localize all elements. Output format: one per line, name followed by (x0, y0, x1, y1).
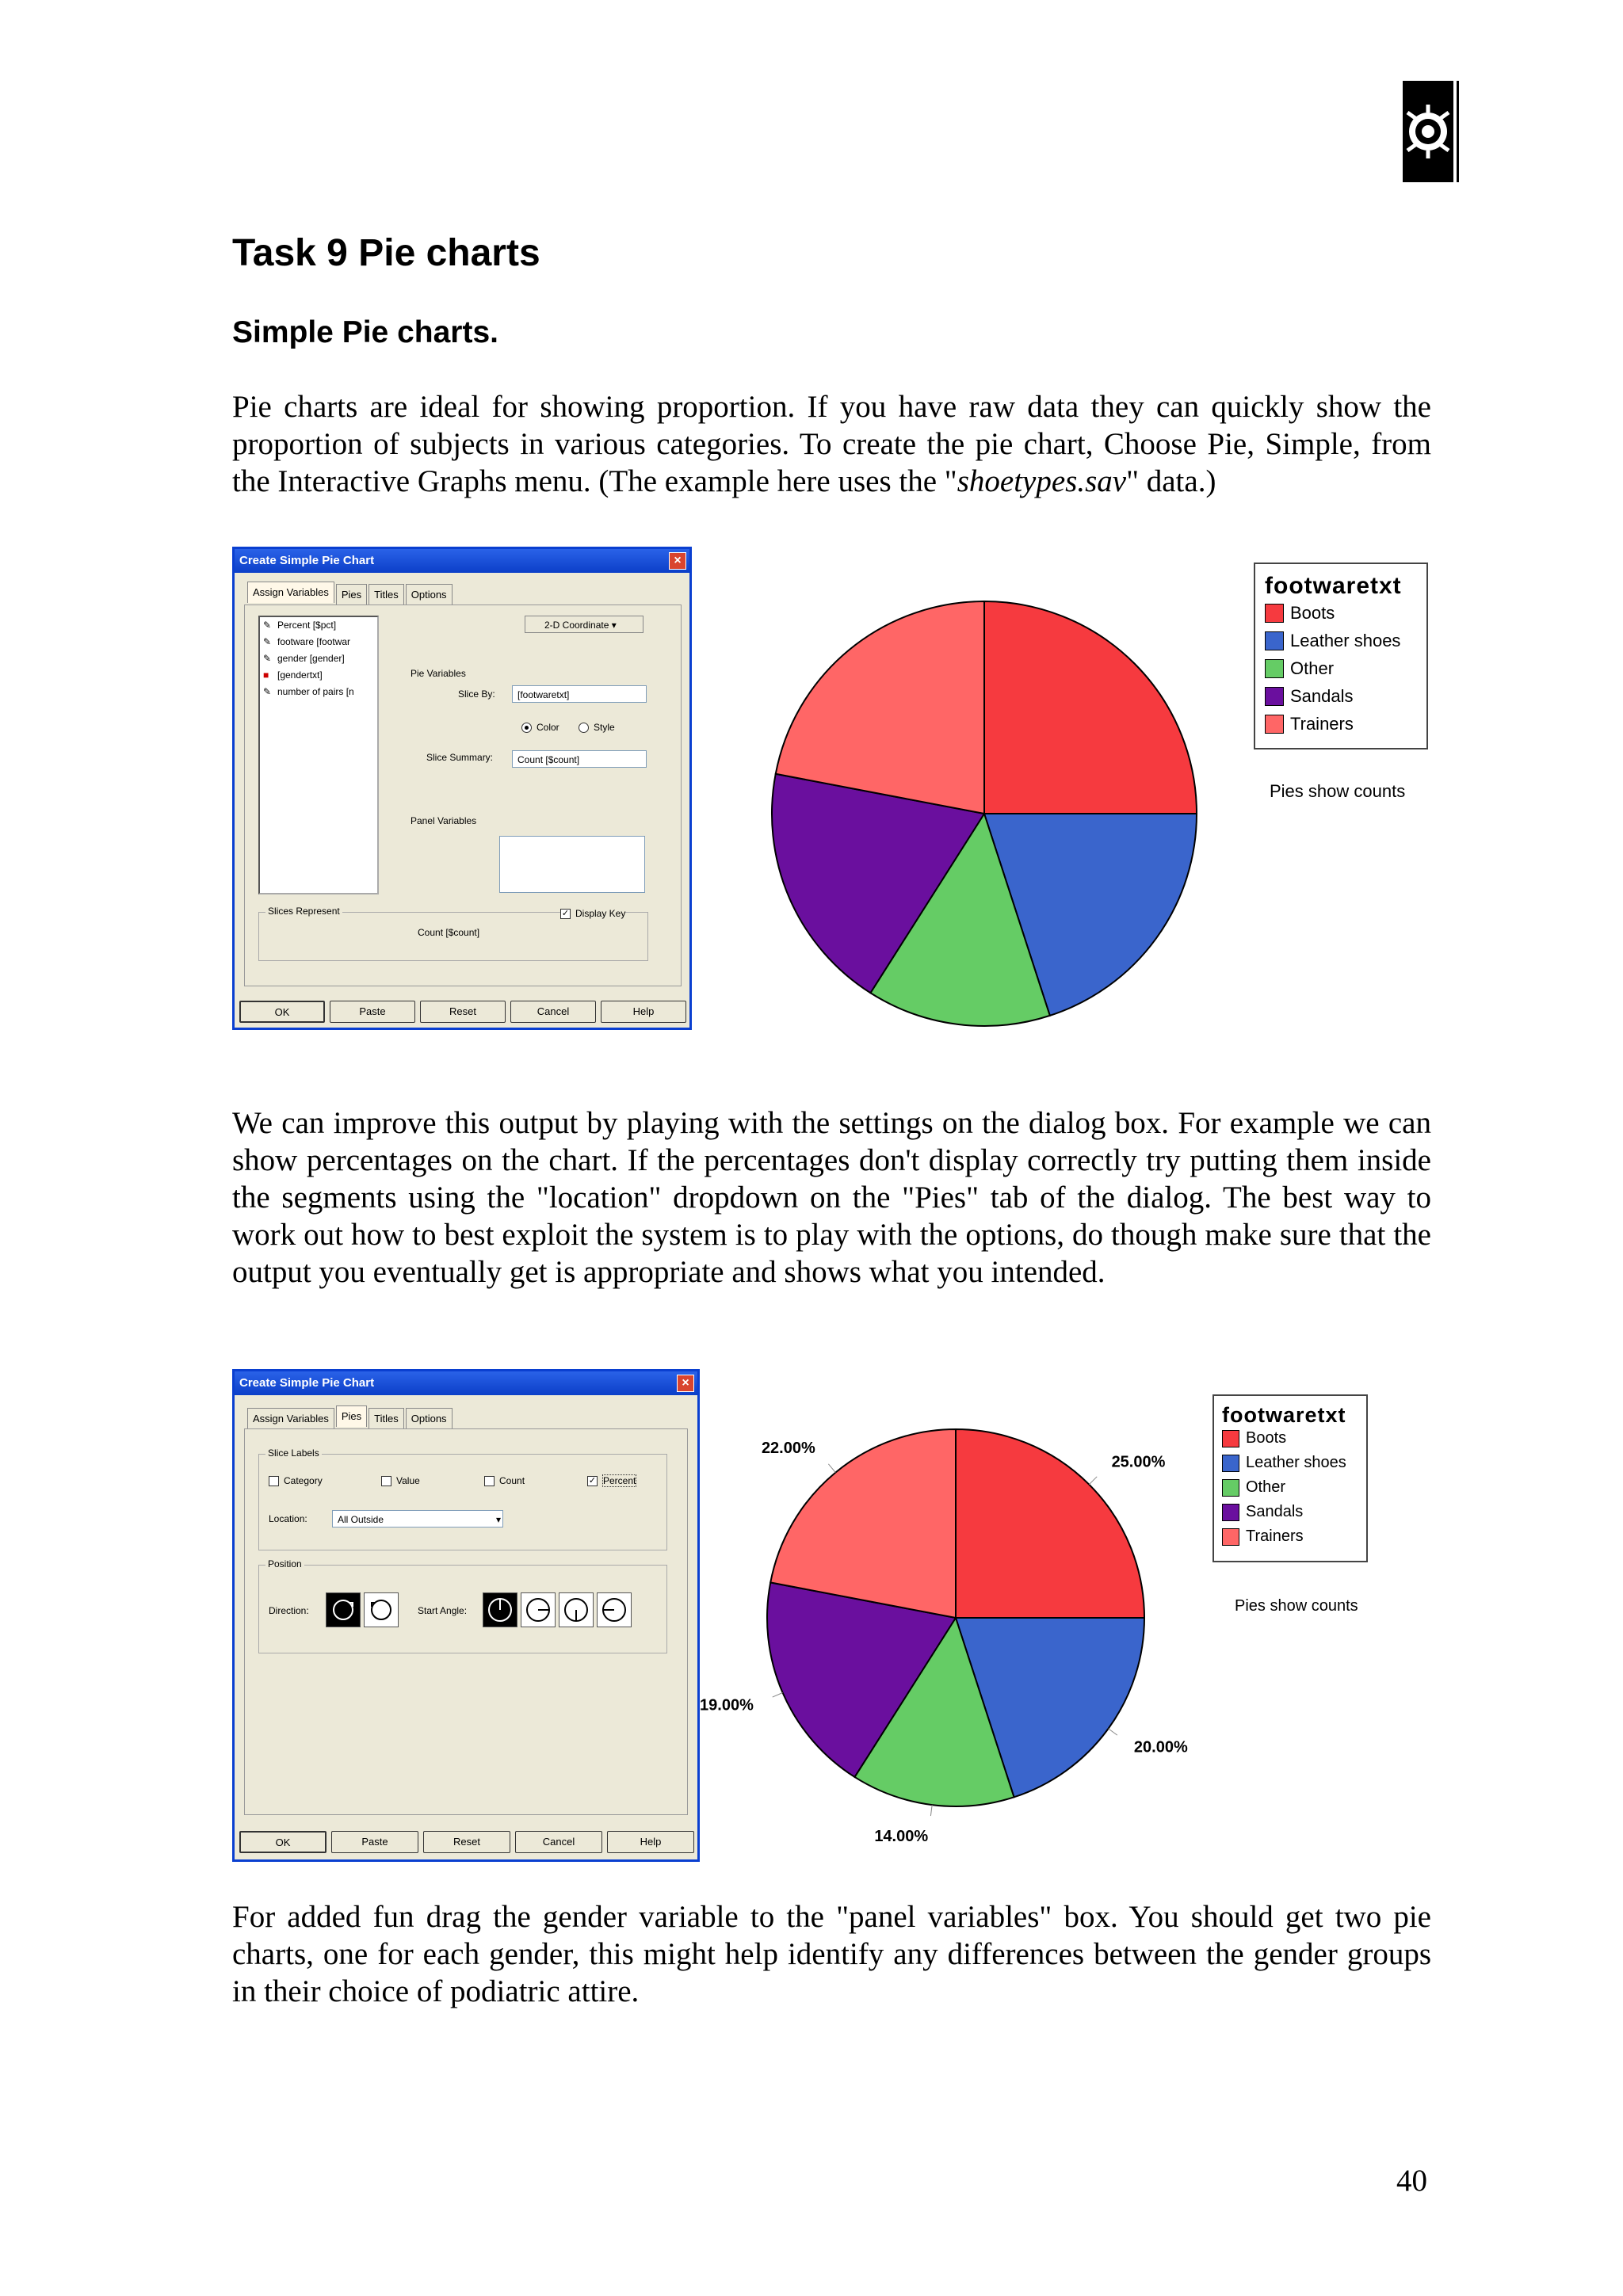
tab-assign-variables[interactable]: Assign Variables (247, 1408, 334, 1429)
count-checkbox[interactable] (484, 1475, 525, 1486)
percent-checkbox[interactable] (587, 1475, 636, 1486)
slice-summary-label: Slice Summary: (426, 752, 494, 763)
legend-item (1265, 654, 1417, 682)
chart-legend-2 (1212, 1394, 1368, 1562)
pie-slice-boots (984, 601, 1197, 814)
legend-label: Boots (1246, 1429, 1287, 1447)
list-item-label: gender [gender] (277, 653, 345, 664)
slice-labels-label: Slice Labels (265, 1447, 322, 1459)
label-leader-line (1089, 1477, 1097, 1485)
legend-label: Other (1246, 1478, 1286, 1496)
color-label: Color (537, 722, 559, 733)
legend-label: Other (1290, 658, 1335, 678)
tab-assign-variables[interactable]: Assign Variables (247, 582, 334, 603)
checkbox-icon (269, 1476, 279, 1486)
label-leader-line (930, 1805, 932, 1816)
start-angle-9-button[interactable] (597, 1592, 632, 1627)
help-button[interactable]: Help (601, 1001, 686, 1023)
tab-options[interactable]: Options (406, 584, 453, 605)
list-item-label: Percent [$pct] (277, 620, 337, 631)
legend-swatch (1265, 687, 1284, 706)
coordinate-value: 2-D Coordinate (544, 620, 609, 631)
page-title: Task 9 Pie charts (232, 232, 540, 274)
section-title: Simple Pie charts. (232, 315, 498, 349)
angle-3-icon (521, 1593, 555, 1627)
create-pie-dialog-pies (232, 1369, 700, 1862)
legend-title: footwaretxt (1222, 1403, 1346, 1427)
pie-chart-2 (697, 1410, 1205, 1854)
slice-by-label: Slice By: (458, 688, 495, 700)
close-icon[interactable]: × (669, 552, 686, 570)
paragraph-improve: We can improve this output by playing with the settings on the dialog box. For example we can show percentages on the chart. If the percentages don't display correctly try putting them inside the segments using the "location" dropdown on the "Pies" tab of the dialog. The best way to work out how to best exploit the system is to play with the options, do though make sure that the output you eventually get is appropriate and shows what you intended. (232, 1106, 1431, 1289)
tab-pies[interactable]: Pies (336, 1405, 367, 1427)
position-label: Position (265, 1558, 304, 1569)
position-group (258, 1558, 667, 1653)
list-item-label: footware [footwar (277, 636, 351, 647)
tab-bar (247, 584, 454, 605)
clockwise-button[interactable] (326, 1592, 361, 1627)
close-icon[interactable]: × (677, 1375, 694, 1392)
ok-button[interactable]: OK (239, 1001, 325, 1023)
reset-button[interactable]: Reset (423, 1831, 510, 1853)
ruler-icon: ✎ (263, 653, 272, 664)
help-button[interactable]: Help (607, 1831, 694, 1853)
legend-item (1222, 1426, 1358, 1451)
slices-represent-label: Slices Represent (265, 906, 342, 917)
legend-item (1265, 682, 1417, 710)
radio-icon (521, 723, 532, 733)
logo-icon (1403, 81, 1460, 182)
counterclockwise-button[interactable] (364, 1592, 399, 1627)
checkbox-icon (381, 1476, 391, 1486)
pie-chart-1 (745, 586, 1220, 1046)
start-angle-label: Start Angle: (418, 1605, 468, 1616)
ruler-icon: ✎ (263, 636, 272, 647)
logo (1403, 81, 1460, 182)
slice-labels-group (258, 1447, 667, 1550)
list-item[interactable] (260, 667, 377, 684)
label-leader-line (828, 1464, 835, 1473)
reset-button[interactable]: Reset (420, 1001, 506, 1023)
legend-swatch (1222, 1455, 1239, 1472)
legend-label: Trainers (1246, 1527, 1304, 1545)
cancel-button[interactable]: Cancel (515, 1831, 602, 1853)
category-checkbox[interactable] (269, 1475, 323, 1486)
legend-item (1222, 1500, 1358, 1524)
label-leader-line (1109, 1729, 1117, 1735)
list-item-label: [gendertxt] (277, 669, 323, 681)
cancel-button[interactable]: Cancel (510, 1001, 596, 1023)
legend-label: Leather shoes (1290, 631, 1401, 650)
start-angle-3-button[interactable] (521, 1592, 556, 1627)
slice-summary-field[interactable]: Count [$count] (512, 750, 647, 768)
legend-swatch (1265, 659, 1284, 678)
list-item[interactable] (260, 617, 377, 634)
angle-6-icon (559, 1593, 593, 1627)
paragraph-intro-text: Pie charts are ideal for showing proportion. If you have raw data they can quickly show the proportion of subjects in various categories. To create the pie chart, Choose Pie, Simple, from the Interactive Graphs menu. (The example here uses the " (232, 390, 1431, 498)
slice-percent-label: 25.00% (1111, 1453, 1166, 1471)
value-label: Value (396, 1475, 420, 1486)
slices-represent-group (258, 906, 648, 961)
variable-list[interactable] (258, 616, 379, 894)
location-label: Location: (269, 1513, 307, 1524)
ruler-icon: ✎ (263, 686, 272, 697)
style-radio[interactable] (579, 722, 615, 733)
tab-titles[interactable]: Titles (369, 1408, 404, 1429)
location-dropdown[interactable] (332, 1510, 503, 1527)
legend-item (1265, 599, 1417, 627)
angle-12-icon (483, 1593, 517, 1627)
tab-titles[interactable]: Titles (369, 584, 404, 605)
paste-button[interactable]: Paste (331, 1831, 418, 1853)
dialog-title: Create Simple Pie Chart (235, 1371, 697, 1395)
slice-percent-label: 20.00% (1133, 1738, 1188, 1756)
chart-note-2: Pies show counts (1235, 1597, 1358, 1615)
direction-label: Direction: (269, 1605, 309, 1616)
page-number: 40 (1396, 2164, 1427, 2198)
pie-variables-label: Pie Variables (411, 668, 466, 679)
legend-label: Leather shoes (1246, 1454, 1346, 1471)
legend-swatch (1222, 1430, 1239, 1447)
category-label: Category (284, 1475, 323, 1486)
checkbox-icon: ✓ (561, 909, 570, 919)
legend-swatch (1222, 1528, 1239, 1546)
tab-options[interactable]: Options (406, 1408, 453, 1429)
paragraph-intro (232, 388, 1431, 500)
slices-represent-value: Count [$count] (418, 927, 480, 938)
legend-item (1222, 1451, 1358, 1475)
legend-label: Sandals (1290, 686, 1354, 706)
paste-button[interactable]: Paste (330, 1001, 415, 1023)
count-label: Count (499, 1475, 525, 1486)
percent-label: Percent (603, 1475, 636, 1486)
legend-title: footwaretxt (1265, 573, 1402, 599)
tab-bar (247, 1408, 454, 1428)
legend-item (1265, 627, 1417, 654)
display-key-label: Display Key (575, 908, 626, 919)
legend-swatch (1222, 1504, 1239, 1521)
legend-swatch (1265, 631, 1284, 650)
dialog-title: Create Simple Pie Chart (235, 549, 689, 573)
legend-swatch (1222, 1479, 1239, 1497)
ok-button[interactable]: OK (239, 1831, 327, 1853)
style-label: Style (594, 722, 615, 733)
slice-percent-label: 14.00% (874, 1827, 929, 1845)
panel-variables-box[interactable] (499, 836, 645, 893)
paragraph-intro-end: " data.) (1126, 464, 1216, 498)
create-pie-dialog-assign (232, 547, 692, 1030)
checkbox-icon: ✓ (588, 1476, 597, 1486)
legend-label: Boots (1290, 603, 1335, 623)
legend-swatch (1265, 715, 1284, 734)
slice-by-field[interactable]: [footwaretxt] (512, 685, 647, 703)
tab-pies[interactable]: Pies (336, 584, 367, 605)
counterclockwise-icon (365, 1593, 398, 1627)
slice-percent-label: 22.00% (761, 1439, 815, 1457)
legend-item (1222, 1524, 1358, 1549)
coordinate-dropdown[interactable] (525, 616, 643, 633)
clockwise-icon (327, 1593, 360, 1627)
chart-note-1: Pies show counts (1270, 781, 1406, 801)
dataset-name: shoetypes.sav (957, 464, 1127, 498)
color-radio[interactable] (521, 722, 559, 733)
legend-label: Sandals (1246, 1503, 1304, 1520)
legend-swatch (1265, 604, 1284, 623)
angle-9-icon (598, 1593, 631, 1627)
nominal-icon: ■ (263, 669, 269, 681)
legend-item (1222, 1475, 1358, 1500)
panel-variables-label: Panel Variables (411, 815, 477, 826)
checkbox-icon (484, 1476, 495, 1486)
paragraph-panel: For added fun drag the gender variable to the "panel variables" box. You should get two pie charts, one for each gender, this might help identify any differences between the gender groups in their choice of podiatric attire. (232, 1900, 1431, 2008)
chevron-down-icon: ▾ (495, 1514, 501, 1525)
list-item[interactable] (260, 684, 377, 700)
legend-item (1265, 710, 1417, 738)
label-leader-line (773, 1693, 783, 1698)
chevron-down-icon: ▾ (611, 620, 617, 631)
start-angle-12-button[interactable] (483, 1592, 517, 1627)
list-item-label: number of pairs [n (277, 686, 354, 697)
list-item[interactable] (260, 634, 377, 650)
display-key-checkbox[interactable] (560, 908, 625, 919)
value-checkbox[interactable] (381, 1475, 420, 1486)
chart-legend-1 (1254, 563, 1428, 749)
legend-label: Trainers (1290, 714, 1354, 734)
slice-percent-label: 19.00% (700, 1696, 754, 1714)
ruler-icon: ✎ (263, 620, 272, 631)
start-angle-6-button[interactable] (559, 1592, 594, 1627)
list-item[interactable] (260, 650, 377, 667)
location-value: All Outside (338, 1514, 384, 1525)
radio-icon (579, 723, 589, 733)
